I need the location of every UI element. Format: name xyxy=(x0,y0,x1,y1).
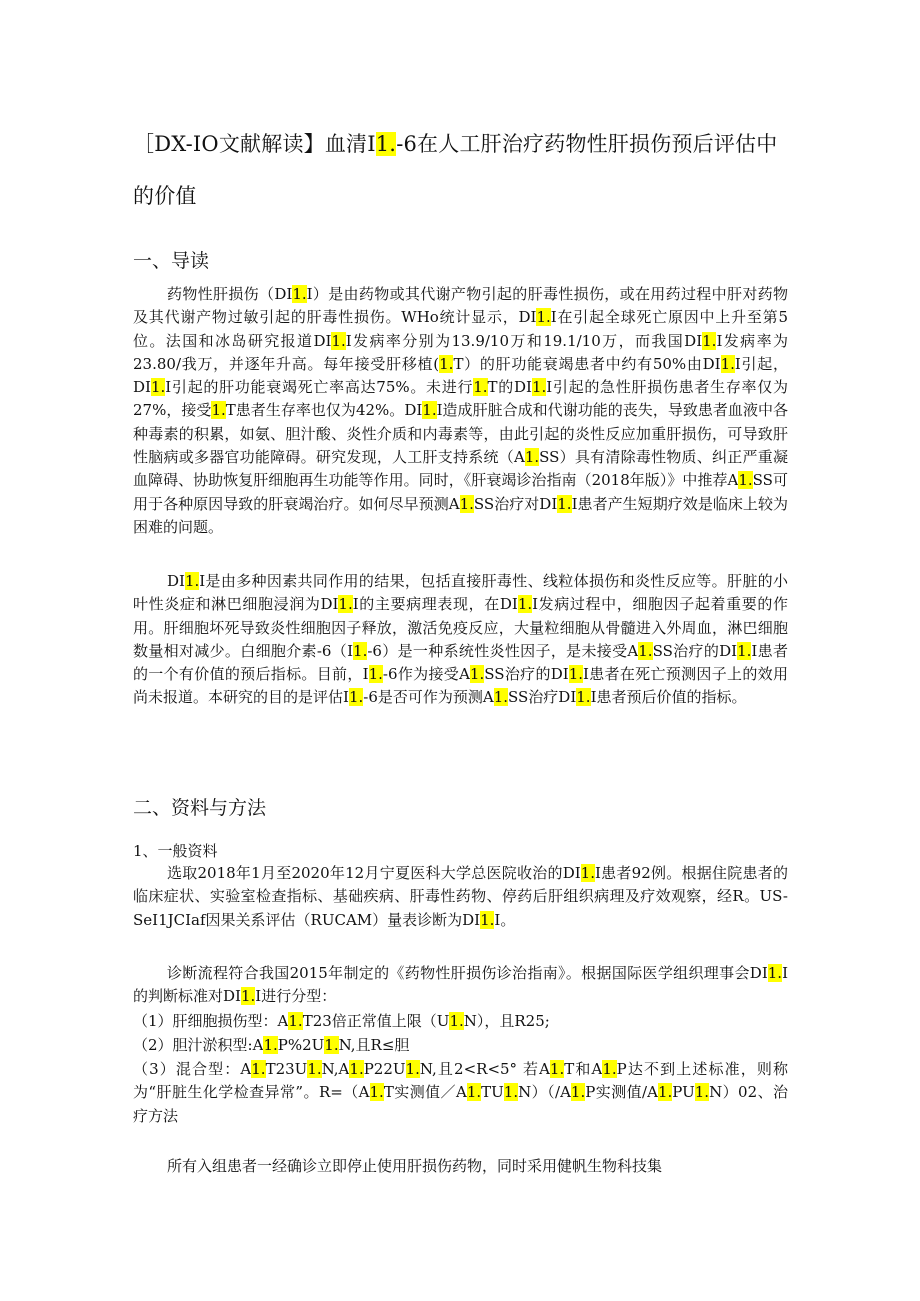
classification-type-1: （1）肝细胞损伤型：A1.T23倍正常值上限（U1.N），且R25; xyxy=(133,1012,550,1030)
intro-paragraph-1: 药物性肝损伤（DI1.I）是由药物或其代谢产物引起的肝毒性损伤，或在用药过程中肝对药物及其代谢产物过敏引起的肝毒性损伤。WHo统计显示，DI1.I在引起全球死亡原因中上升至第5位。法国和冰岛研究报道DI1.I发病率分别为13.9/10万和19.1/10万，而我国DI1.I发病率为23.80/我万，并逐年升高。每年接受肝移植(1.T）的肝功能衰竭患者中约有50%由DI1.I引起，DI1.I引起的肝功能衰竭死亡率高达75%。未进行1.T的DI1.I引起的急性肝损伤患者生存率仅为27%，接受1.T患者生存率也仅为42%。DI1.I造成肝脏合成和代谢功能的丧失，导致患者血液中各种毒素的积累，如氨、胆汁酸、炎性介质和内毒素等，由此引起的炎性反应加重肝损伤，可导致肝性脑病或多器官功能障碍。研究发现，人工肝支持系统（A1.SS）具有清除毒性物质、纠正严重凝血障碍、协助恢复肝细胞再生功能等作用。同时，《肝衰竭诊治指南（2018年版）》中推荐A1.SS可用于各种原因导致的肝衰竭治疗。如何尽早预测A1.SS治疗对DI1.I患者产生短期疗效是临床上较为困难的问题。 xyxy=(133,285,788,536)
intro-paragraph-2: DI1.I是由多种因素共同作用的结果，包括直接肝毒性、线粒体损伤和炎性反应等。肝脏的小叶性炎症和淋巴细胞浸润为DI1.I的主要病理表现，在DI1.I发病过程中，细胞因子起着重要的作用。肝细胞坏死导致炎性细胞因子释放，激活免疫反应，大量粒细胞从骨髓进入外周血，淋巴细胞数量相对减少。白细胞介素-6（I1.-6）是一种系统性炎性因子，是未接受A1.SS治疗的DI1.I患者的一个有价值的预后指标。目前，I1.-6作为接受A1.SS治疗的DI1.I患者在死亡预测因子上的效用尚未报道。本研究的目的是评估I1.-6是否可作为预测A1.SS治疗DI1.I患者预后价值的指标。 xyxy=(133,572,788,707)
methods-paragraph-2: 诊断流程符合我国2015年制定的《药物性肝损伤诊治指南》。根据国际医学组织理事会DI1.I的判断标准对DI1.I进行分型： xyxy=(133,964,788,1006)
highlight-mark: 1. xyxy=(324,1036,339,1054)
highlight-mark: 1. xyxy=(602,1060,617,1078)
highlight-mark: 1. xyxy=(466,1083,482,1102)
highlight-mark: 1. xyxy=(449,1012,464,1030)
highlight-mark: 1. xyxy=(211,401,226,420)
highlight-mark: 1. xyxy=(263,1036,278,1054)
highlight-mark: 1. xyxy=(348,688,364,707)
highlight-mark: 1. xyxy=(549,1060,565,1078)
highlight-mark: 1. xyxy=(557,494,572,513)
highlight-mark: 1. xyxy=(720,354,735,373)
highlight-mark: 1. xyxy=(517,595,533,614)
highlight-mark: 1. xyxy=(150,378,166,397)
highlight-mark: 1. xyxy=(331,331,346,350)
highlight-mark: 1. xyxy=(531,378,547,397)
highlight-mark: 1. xyxy=(524,448,540,467)
highlight-mark: 1. xyxy=(738,471,753,490)
highlight-mark: 1. xyxy=(459,494,474,513)
highlight-mark: 1. xyxy=(503,1083,519,1102)
highlight-mark: 1. xyxy=(439,354,454,373)
document-title: ［DX-IO文献解读】血清I1.-6在人工肝治疗药物性肝损伤预后评估中的价值 xyxy=(133,132,778,208)
highlight-mark: 1. xyxy=(292,285,307,303)
highlight-mark: 1. xyxy=(184,572,200,590)
highlight-mark: 1. xyxy=(469,665,485,684)
highlight-mark: 1. xyxy=(288,1012,303,1030)
highlight-mark: 1. xyxy=(638,641,653,660)
highlight-mark: 1. xyxy=(657,1083,673,1102)
classification-type-2: （2）胆汁淤积型:A1.P%2U1.N,且R≤胆 xyxy=(133,1036,410,1054)
highlight-mark: 1. xyxy=(480,910,495,929)
highlight-mark: 1. xyxy=(767,964,783,982)
methods-paragraph-1: 选取2018年1月至2020年12月宁夏医科大学总医院收治的DI1.I患者92例。根据住院患者的临床症状、实验室检查指标、基础疾病、肝毒性药物、停药后肝组织病理及疗效观察，经R。US-SeI1JCIaf因果关系评估（RUCAM）量表诊断为DI1.I。 xyxy=(133,864,788,929)
highlight-mark: 1. xyxy=(369,1083,384,1102)
highlight-mark: 1. xyxy=(338,595,353,614)
highlight-mark: 1. xyxy=(240,987,256,1006)
highlight-mark: 1. xyxy=(580,864,595,882)
highlight-mark: 1. xyxy=(576,688,591,707)
highlight-mark: 1. xyxy=(251,1060,266,1078)
highlight-mark: 1. xyxy=(493,688,509,707)
highlight-mark: 1. xyxy=(568,665,584,684)
section-heading-intro: 一、导读 xyxy=(133,250,210,272)
highlight-mark: 1. xyxy=(405,1060,420,1078)
methods-paragraph-3: 所有入组患者一经确诊立即停止使用肝损伤药物，同时采用健帆生物科技集 xyxy=(167,1157,663,1175)
highlight-mark: 1. xyxy=(536,308,551,327)
highlight-mark: 1. xyxy=(473,378,488,397)
highlight-mark: 1. xyxy=(737,641,752,660)
highlight-mark: 1. xyxy=(349,1060,364,1078)
highlight-mark: 1. xyxy=(307,1060,322,1078)
highlight-mark: 1. xyxy=(702,331,717,350)
subsection-heading-general: 1、一般资料 xyxy=(133,842,218,860)
highlight-mark: 1. xyxy=(694,1083,710,1102)
highlight-mark: 1. xyxy=(422,401,437,420)
highlight-mark: 1. xyxy=(375,132,397,156)
section-heading-methods: 二、资料与方法 xyxy=(133,797,267,819)
highlight-mark: 1. xyxy=(570,1083,586,1102)
highlight-mark: 1. xyxy=(368,665,383,684)
highlight-mark: 1. xyxy=(353,641,368,660)
classification-type-3: （3）混合型：A1.T23U1.N,A1.P22U1.N,且2<R<5° 若A1.T和A1.P达不到上述标准，则称为“肝脏生化学检查异常”。R=（A1.T实测值／A1.TU1.N）（/A1.P实测值/A1.PU1.N）02、治疗方法 xyxy=(133,1060,789,1125)
